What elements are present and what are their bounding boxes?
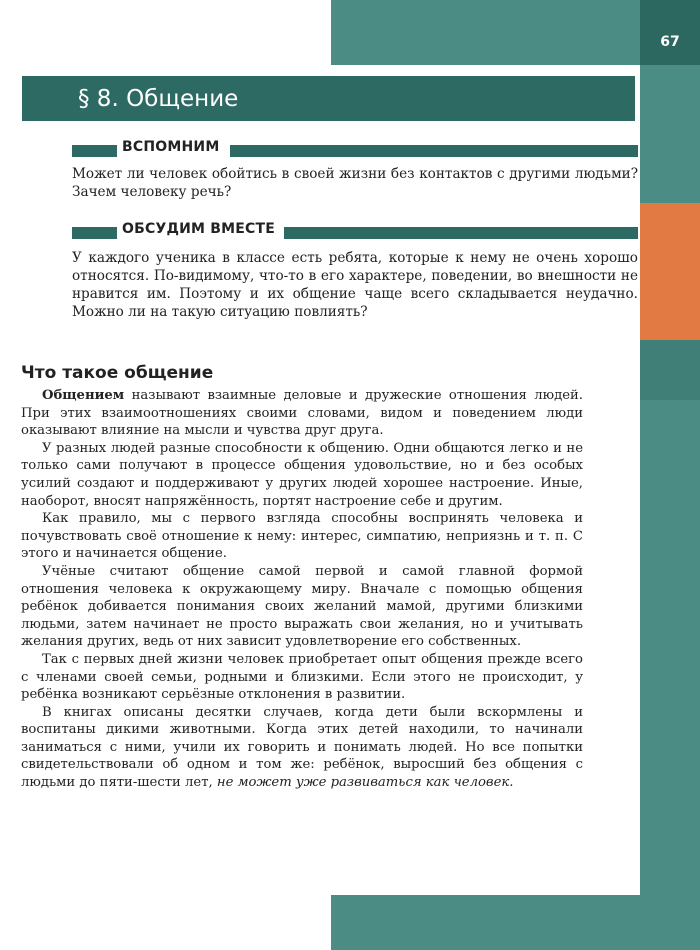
paragraph — [21, 387, 583, 440]
section-heading: Что такое общение — [21, 363, 214, 383]
discuss-label: ОБСУДИМ ВМЕСТЕ — [122, 221, 275, 237]
decorative-panel-bottom — [331, 895, 700, 950]
page-number: 67 — [660, 34, 680, 50]
page-title: § 8. Общение — [78, 86, 239, 112]
discuss-text: У каждого ученика в классе есть ребята, которые к нему не очень хорошо относятся. По-видимому, что-то в его характере, поведении, во внешности не нравится им. Поэтому и их общение чаще всего складывается неудачно. Можно ли на такую ситуацию повлиять? — [72, 250, 638, 320]
label-bar-right — [230, 145, 638, 157]
remember-label: ВСПОМНИМ — [122, 139, 220, 155]
term-communication: Общением — [42, 388, 125, 403]
paragraph: Так с первых дней жизни человек приобретает опыт общения прежде всего с членами своей семьи, родными и близкими. Если этого не происходит, у ребёнка возникают серьёзные отклонения в развитии. — [21, 651, 583, 703]
decorative-panel-right — [640, 65, 700, 950]
italic-conclusion: не может уже развиваться как человек. — [216, 775, 514, 791]
paragraph-text: называют взаимные деловые и дружеские отношения людей. При этих взаимоотношениях своими словами, видом и поведением люди оказывают влияние на мысли и чувства друг друга. — [21, 388, 583, 439]
label-bar-left — [72, 145, 117, 157]
page-number-tab — [640, 0, 700, 65]
decorative-orange-block — [640, 203, 700, 340]
discuss-label-row — [72, 221, 638, 243]
paragraph — [21, 704, 583, 792]
remember-label-row — [72, 139, 638, 161]
label-bar-left — [72, 227, 117, 239]
label-bar-right — [284, 227, 638, 239]
section-body — [21, 387, 583, 792]
remember-text: Может ли человек обойтись в своей жизни без контактов с другими людьми? Зачем человеку речь? — [72, 166, 638, 200]
paragraph: Как правило, мы с первого взгляда способны воспринять человека и почувствовать своё отношение к нему: интерес, симпатию, неприязнь и т. п. С этого и начинается общение. — [21, 511, 583, 562]
paragraph-text: В книгах описаны десятки случаев, когда дети были вскормлены и воспитаны дикими животными. Когда этих детей находили, то начинали заниматься с ними, учили их говорить и понимать людей. Но все попытки свидетельствовали об одном и том же: ребёнок, выросший без общения с людьми до пяти-шести лет, — [21, 704, 583, 791]
paragraph: У разных людей разные способности к общению. Одни общаются легко и не только сами получают в процессе общения удовольствие, но и без особых усилий создают и поддерживают у других людей хорошее настроение. Иные, наоборот, вносят напряжённость, портят настроение себе и другим. — [21, 440, 583, 509]
decorative-panel-mid — [640, 340, 700, 400]
paragraph: Учёные считают общение самой первой и самой главной формой отношения человека к окружающему миру. Вначале с помощью общения ребёнок добивается понимания своих желаний мамой, другими близкими людьми, затем начинает не просто выражать свои желания, но и учитывать желания других, ведь от них зависит удовлетворение его собственных. — [21, 563, 583, 650]
